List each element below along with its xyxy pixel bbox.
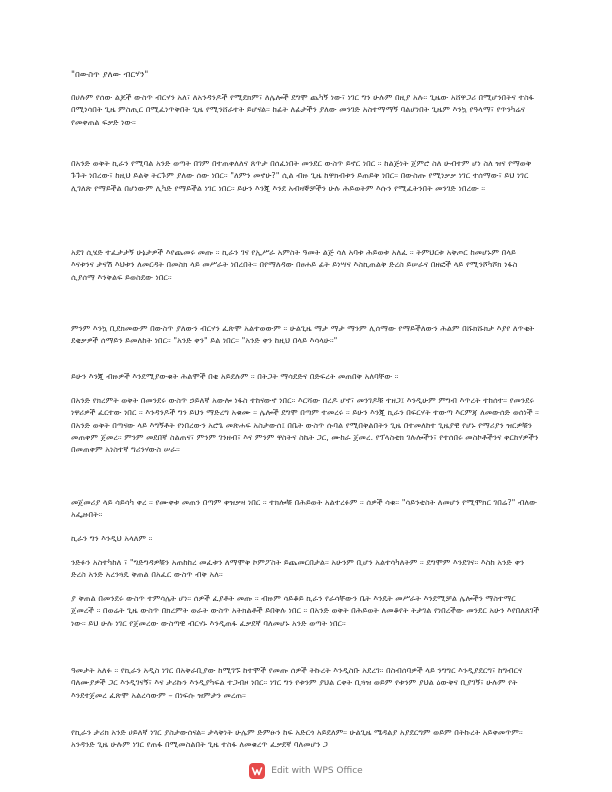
wps-footer-text[interactable]: Edit with WPS Office xyxy=(271,766,363,776)
paragraph-8: ኪራን ግን እንዲህ አላለም ። xyxy=(71,533,153,543)
paragraph-4: ምንም እንኳ ቢደክመውም በውስጥ ያለውን ብርሃን ፈጽሞ አልተወውም ። ሁልጊዜ ማታ ማታ ማንም ሊሰማው የማይችለውን ሕልም በሹክሹክታ እያየ ለጥቂት ደቂቃዎች ሰማይን ይመለከት ነበር። "አንድ ቀን" ይል ነበር። "አንድ ቀን ከዚህ በላይ እሳላሁ።" xyxy=(71,323,535,346)
paragraph-6: በአንድ የክረምት ወቅት በመንደሩ ውስጥ ኃይለኛ አውሎ ነፋስ ተከናውኖ ነበር። እርሻው በረዶ ሆኖ፣ መንገዶቹ ተዘጋ፤ እንዲሁም ምግብ እጥረት ተከሰተ። የመንደሩ ነዋሪዎች ፈርተው ነበር ። እንዳንዶች ግን ይህን ማድረግ አቁሙ ። ሌሎች ደግሞ በጣም ተመረሩ ። ይሁን እንጂ ኪራን በፍርሃት ተውጣ እርምጃ ለመውሰድ ወሰነች ። በአንድ ወቅት በጣናው ላይ እግኝቶት የነበረውን አሮጌ መጽሐፍ አስታውሰ፤ በቤት ውስጥ ሱባል የሚበቅልበትን ጊዜ በተመለከተ ጊዜያዊ የሆኑ የማሪያን ዝርዎቹን መጠቀም ጀመረ። ምንም መደበኛ ስልጠና፣ ምንም ገንዘብ፣ እና ምንም ዋስትና ስኬት ጋር, ሙከራ ጀመረ. የፕላስቲክ ገሉሎችን፣ የተሰበሩ መስኮቶችንና ቀርከሃዎችን በመጠቀም አነስተኛ ግሪንሃውስ ሠራ። xyxy=(71,395,539,455)
paragraph-9: ንድፉን አስተካከለ ፣ "ግድግዳዎቹን አጠከከረ መፈቱን ለማሞቅ ኮምፖስት ይጨመርበታል። አሁንም ቢሆን አልተሳካለትም ። ደግሞም እንደገና። እስከ አንድ ቀን ድረስ አንድ አረንጓዴ ቅጠል በአፈር ውስጥ ብቅ አለ። xyxy=(71,557,525,580)
paragraph-1: በሀሉም የሰው ልጆች ውስጥ ብርሃን አለ፣ ለአንዳንዶች የሚደክም፣ ለሌሎች ደግሞ ጨካኝ ነው፣ ነገር ግን ሁሉም በዚያ አሉ። ጊዜው አሸዋጋሪ በሚሆንበትና ተስፋ በሚነሳበት ጊዜ ምስጢር በሚፈነጥቅበት ጊዜ የሚንሸራተት ይሆናል። ከፊት ለፊታችን ያለው መንገድ አስተማማኝ ባልሆነበት ጊዜም እንኳ የዓላማ፣ የጥንካሬና የመቀጠል ፍቃድ ነው። xyxy=(71,92,534,127)
wps-logo-icon xyxy=(249,763,265,779)
paragraph-11: ዓመታት አለፉ ። የኪራን አዲስ ነገር በአቅራቢያው ከሚገኙ ከተሞች የመጡ ሰዎች ትኩረት እንዲስቡ አደረገ። በስብሰባዎች ላይ ንግግር እንዲያደርግ፣ ከግብርና ባለሙያዎች ጋር እንዲገናኝ፣ እና ታሪኩን እንዲያካፍል ተጋብዞ ነበር። ነገር ግን የቱንም ያህል ርቀት ቢጓዝ ወይም የቱንም ያህል ዕውቅና ቢያገኝ፣ ሁሉም የት እንደተጀመረ ፈጽሞ አልረሳውም – በነፍሱ ዝምታን መረጠ። xyxy=(71,665,523,700)
paragraph-12: የኪራን ታሪክ አንድ ሀይለኛ ነገር ያስታውሰናል። ታላቅነት ሁሌም ድምፁን ከፍ አድርጎ አይደለም። ሁልጊዜ ሜዳልያ አያደርግም ወይም በትኩረት አይቀመጥም። አንዳንድ ጊዜ ሁሉም ነገር የጠፋ በሚመስልበት ጊዜ ተስፋ ለመቁረጥ ፈቃደኛ ባለመሆን ጋ xyxy=(71,727,523,750)
wps-footer[interactable] xyxy=(0,760,612,782)
document-title: "በውስጥ ያለው ብርሃን" xyxy=(71,70,149,80)
paragraph-3: አደገ ሲሄድ ተፈታታኝ ሁኔታዎች እየጨመሩ መጡ ። ኪራን ገና የኢሥራ አምስት ዓመት ልጅ ሳለ አባቱ ሕይወቱ አለፈ ። ትምህርቱ አቅጦር ከመሆኑም በላይ እናቱንና ታናሽ እህቱን ለመርዳት በመስክ ላይ መሥራት ነበረበት። በየማለዳው በፀሐይ ፊት ይነሣና እስኪጠልቅ ድረስ ይሠራና በዘፎች ላይ የሚንሾካሾክ ነፋስ ሲያሰማ እንቅልፍ ይወስደው ነበር። xyxy=(71,247,518,282)
paragraph-2: በአንድ ወቅት ኪራን የሚባል አንድ ወጣት በገም በተጠቀለለና ጸጥታ በሰፈነበት መንደር ውስጥ ይኖር ነበር ። ከልጅነት ጀምሮ ስለ ሁብተም ሆነ ስለ ዝና የማወቅ ጉጉት ነበረው፣ ከዚህ ይልቅ ትርጉም ያለው ሰው ነበር። "ለምን መኖሁ?" ሲል ብዙ ጊዜ ከዋክብቱን ይጠይቅ ነበር። በውስጡ የሚነቃቃ ነገር ተሰማው፣ ይህ ነገር ሊገለጽ የማይችል በሆነውም ሊካድ የማይችል ነገር ነበር። ይሁን እንጂ እንደ አብዛኞቻችን ሁሉ ሕይወትም እሱን የሚፈትንበት መንገድ ነበረው ። xyxy=(71,158,532,193)
paragraph-5: ይሁን እንጂ ብዙዎች እንደሚያውቁት ሕልሞች በቂ አይደሉም ። በትጋት ማሳደድና በድፍረት መጠበቅ አለባቸው ። xyxy=(71,371,399,381)
paragraph-10: ያ ቅጠል በመንደሩ ውስጥ ተምሳሌት ሆነ። ሰዎች ፈያቶት መጡ ። ብዙም ሳይቆይ ኪራን የራሳቸውን ቤት እንዴት መሥራት እንደሚቻል ሌሎችን ማስተማር ጀመረች ። በወሬት ጊዜ ውስጥ በክረምት ወራት ውስጥ አትክልቶች ይበቅሉ ነበር ። በአንድ ወቅት በሕይወት ለመቆየት ትታገል የነበረችው መንደር አሁን እየበለጸገች ነው። ይህ ሁሉ ነገር የጀመረው ውስጣዊ ብርሃኑ እንዲጠፋ ፈቃደኛ ባለመሆኑ አንድ ወጣት ነበር። xyxy=(71,593,540,628)
paragraph-7: መጀመሪያ ላይ ሳይሳካ ቀረ ። የሙቀቱ መጠን በጣም ቀዝቃዛ ነበር ። ተክሎቹ በሕይወት አልተረፉም ። ሰዎች ሳቁ። "ሳይንቲስት ለመሆን የሚሞክር ገበሬ?" ብለው አፌዙበት። xyxy=(71,497,537,520)
